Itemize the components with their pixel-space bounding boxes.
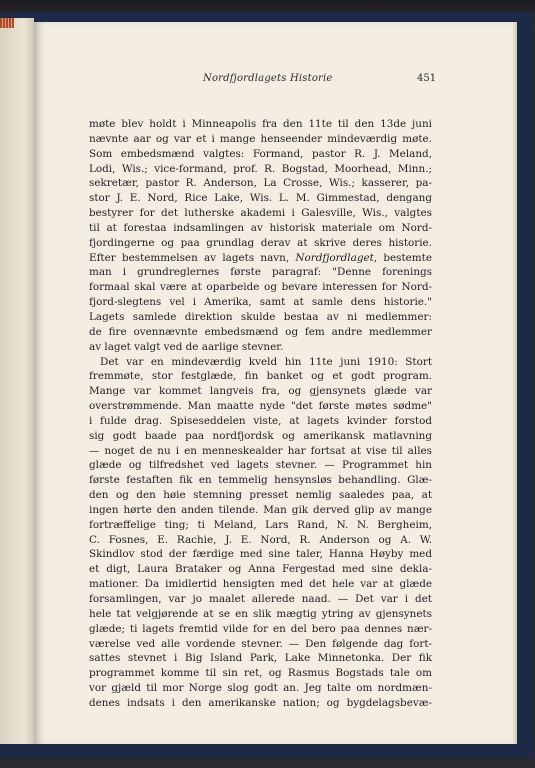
text-line: de fire ovennævnte embedsmænd og fem andre medlemmer <box>89 325 432 338</box>
text-line: C. Fosnes, E. Rachie, J. E. Nord, R. Anderson og A. W. <box>89 533 432 546</box>
text-line: Mange var kommet langveis fra, og gjensynets glæde var <box>89 385 432 398</box>
text-line: Skindlov stod der færdige med sine taler, Hanna Høyby med <box>89 548 432 561</box>
text-line: Som embedsmænd valgtes: Formand, pastor R. J. Meland, <box>89 147 432 160</box>
text-line: Lodi, Wis.; vice-formand, prof. R. Bogstad, Moorhead, Minn.; <box>89 162 432 175</box>
page-header <box>0 73 535 89</box>
text-line: ingen hørte den anden tilende. Man gik derved glip av mange <box>89 503 432 516</box>
previous-page-edge <box>0 18 34 744</box>
text-line: fjord-slegtens vel i Amerika, samt at samle dens historie." <box>89 296 432 309</box>
text-line: fortræffelige ting; ti Meland, Lars Rand, N. N. Bergheim, <box>89 518 432 531</box>
text-line: sekretær, pastor R. Anderson, La Crosse, Wis.; kasserer, pa- <box>89 177 432 190</box>
text-line: til at forestaa indsamlingen av historisk materiale om Nord- <box>89 221 432 234</box>
body-text <box>89 117 432 711</box>
text-line: glæde og tilfredshet ved lagets stevner. — Programmet hin <box>89 459 432 472</box>
text-line: nævnte aar og var et i mange henseender mindeværdig møte. <box>89 132 432 145</box>
text-line: — noget de nu i en menneskealder har fortsat at vise til alles <box>89 444 432 457</box>
bookmark-ribbon <box>0 18 14 28</box>
text-line: i fulde drag. Spiseseddelen viste, at lagets kvinder forstod <box>89 414 432 427</box>
text-line: forsamlingen, var jo maalet allerede naad. — Det var i det <box>89 593 432 605</box>
text-line: fjordingerne og paa grundlag derav at skrive deres historie. <box>89 236 432 249</box>
text-line: bestyrer for det lutherske akademi i Galesville, Wis., valgtes <box>89 207 432 220</box>
text-line: vor gjæld til mor Norge slog godt an. Jeg talte om nordmæn- <box>89 682 432 695</box>
text-line: møte blev holdt i Minneapolis fra den 11te til den 13de juni <box>89 118 432 130</box>
text-line: formaal skal være at oparbeide og bevare interessen for Nord- <box>89 281 432 294</box>
running-title: Nordfjordlagets Historie <box>203 73 333 84</box>
text-line: mationer. Da imidlertid hensigten med det hele var at glæde <box>89 578 432 591</box>
text-line: Det var en mindeværdig kveld hin 11te juni 1910: Stort <box>100 355 432 368</box>
text-line: glæde; ti lagets fremtid vilde for en del bero paa dennes nær- <box>89 622 432 635</box>
text-line: Lagets samlede direktion skulde bestaa av ni medlemmer: <box>89 310 432 323</box>
page-number: 451 <box>417 73 437 84</box>
text-line: man i grundreglernes første paragraf: "Denne forenings <box>89 266 432 279</box>
text-line: denes indsats i den amerikanske nation; og bygdelagsbevæ- <box>89 696 432 709</box>
text-line: sattes stevnet i Big Island Park, Lake Minnetonka. Der fik <box>89 652 432 665</box>
text-line: sig godt baade paa nordfjordsk og amerikansk matlavning <box>89 429 432 442</box>
italic-name: Nordfjordlaget <box>295 251 374 264</box>
text-line: første festaften fik en temmelig hensynsløs behandling. Glæ- <box>89 474 432 487</box>
text-line: av laget valgt ved de aarlige stevner. <box>89 340 284 353</box>
text-line: programmet komme til sin ret, og Rasmus Bogstads tale om <box>89 667 432 680</box>
text-line: værelse ved alle vordende stevner. — Den følgende dag fort- <box>89 637 432 650</box>
text-line: Efter bestemmelsen av lagets navn, Nordfjordlaget, bestemte <box>89 251 432 264</box>
text-line: hele tat velgjørende at se en slik mægtig ytring av gjensynets <box>89 607 432 620</box>
text-line: et digt, Laura Brataker og Anna Fergestad med sine dekla- <box>89 563 432 576</box>
text-line: overstrømmende. Man maatte nyde "det første møtes sødme" <box>89 400 432 413</box>
text-line: den og den høie stemning presset nemlig saaledes paa, at <box>89 489 432 502</box>
text-line: fremmøte, stor festglæde, fin banket og et godt program. <box>89 370 432 383</box>
text-line: stor J. E. Nord, Rice Lake, Wis. L. M. Gimmestad, dengang <box>89 192 432 205</box>
